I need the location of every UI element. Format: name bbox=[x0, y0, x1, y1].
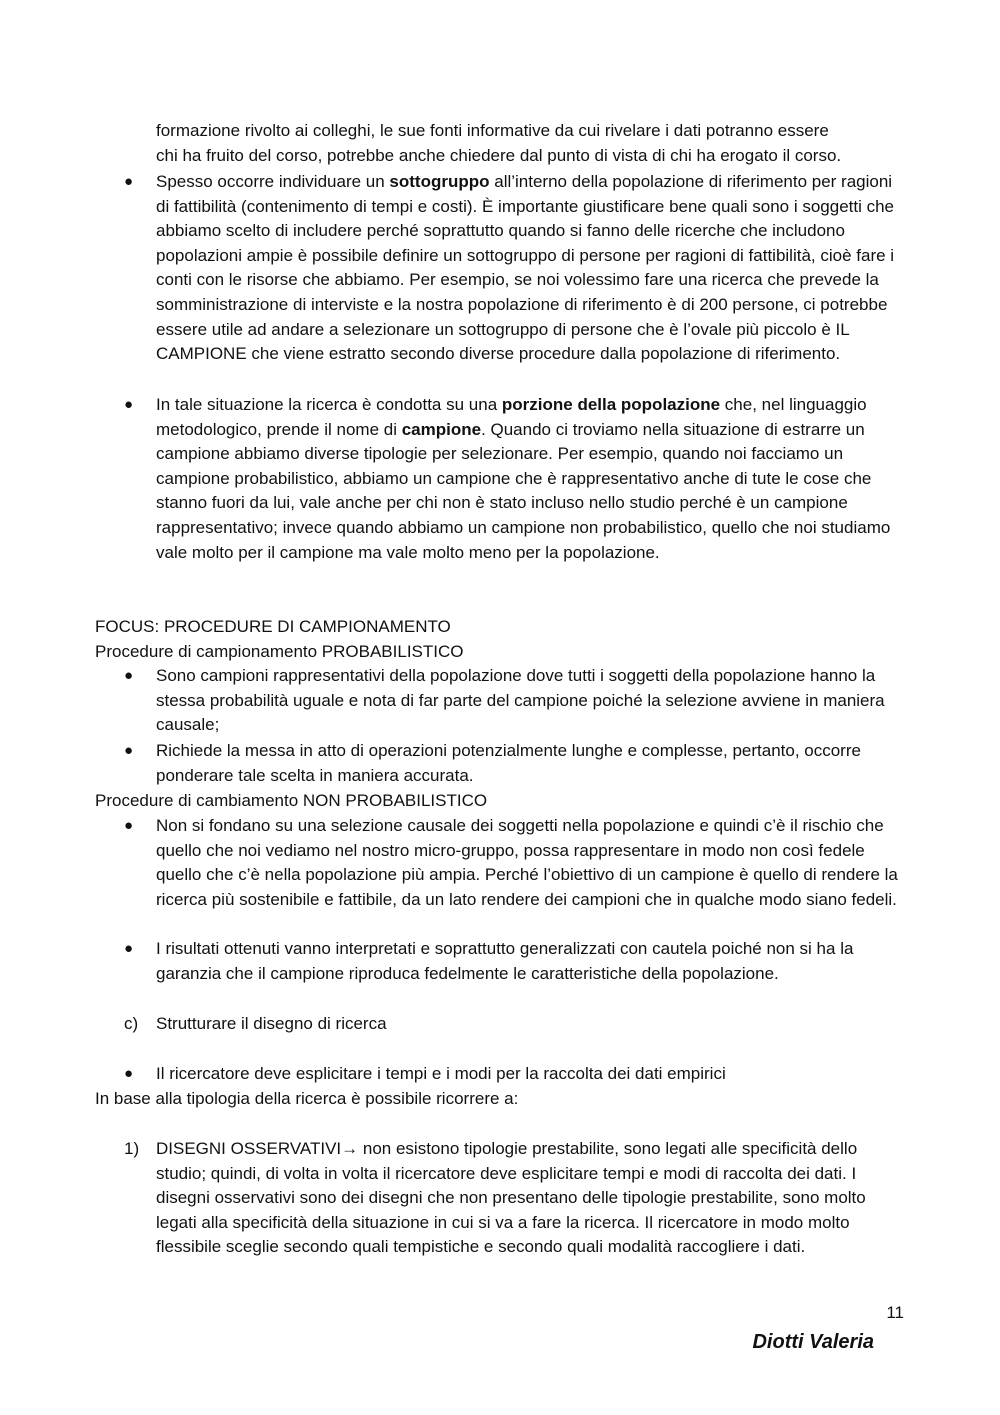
bullet-item-ricercatore: Il ricercatore deve esplicitare i tempi e i modi per la raccolta dei dati empirici bbox=[156, 1064, 726, 1083]
bullet-icon: ● bbox=[124, 940, 134, 957]
numbered-item-disegni-osservativi: DISEGNI OSSERVATIVI→ non esistono tipologie prestabilite, sono legati alle specificità dello studio; quindi, di volta in volta il ricercatore deve esplicitare tempi e modi di raccolta dei dati. I disegni osservativi sono dei disegni che non presentano delle tipologie prestabilite, sono molto legati alla specificità della situazione in cui si va a fare la ricerca. Il ricercatore in modo molto flessibile sceglie secondo quali tempistiche e secondo quali modalità raccogliere i dati. bbox=[156, 1139, 866, 1257]
list-label-1: 1) bbox=[124, 1139, 140, 1158]
base-paragraph: In base alla tipologia della ricerca è possibile ricorrere a: bbox=[95, 1089, 519, 1108]
paragraph-line: chi ha fruito del corso, potrebbe anche chiedere dal punto di vista di chi ha erogato il corso. bbox=[156, 145, 842, 165]
bullet-item-probabilistic-1: Sono campioni rappresentativi della popolazione dove tutti i soggetti della popolazione hanno la stessa probabilità uguale e nota di far parte del campione poiché la selezione avviene in maniera causale; bbox=[156, 666, 885, 735]
bullet-item-campione: In tale situazione la ricerca è condotta su una porzione della popolazione che, nel linguaggio metodologico, prende il nome di campione. Quando ci troviamo nella situazione di estrarre un campione abbiamo diverse tipologie per selezionare. Per esempio, quando noi facciamo un campione probabilistico, abbiamo un campione che è rappresentativo anche di tute le cose che stanno fuori da lui, vale anche per chi non è stato incluso nello studio perché è un campione rappresentativo; invece quando abbiamo un campione non probabilistico, quello che noi studiamo vale molto per il campione ma vale molto meno per la popolazione. bbox=[156, 395, 891, 562]
bullet-icon: ● bbox=[124, 667, 134, 684]
page-number: 11 bbox=[886, 1303, 904, 1322]
bullet-icon: ● bbox=[124, 742, 134, 759]
arrow-right-icon: → bbox=[341, 1139, 359, 1158]
non-probabilistic-heading: Procedure di cambiamento NON PROBABILISTICO bbox=[95, 791, 488, 810]
footer-author: Diotti Valeria bbox=[752, 1331, 874, 1353]
paragraph-line: formazione rivolto ai colleghi, le sue fonti informative da cui rivelare i dati potranno essere bbox=[156, 121, 829, 140]
bullet-icon: ● bbox=[124, 1065, 134, 1082]
bullet-item-non-probabilistic-2: I risultati ottenuti vanno interpretati e soprattutto generalizzati con cautela poiché non si ha la garanzia che il campione riproduca fedelmente le caratteristiche della popolazione. bbox=[156, 939, 854, 983]
bullet-item-probabilistic-2: Richiede la messa in atto di operazioni potenzialmente lunghe e complesse, pertanto, occorre ponderare tale scelta in maniera accurata. bbox=[156, 741, 861, 785]
bullet-icon: ● bbox=[124, 396, 134, 413]
bullet-item-non-probabilistic-1: Non si fondano su una selezione causale dei soggetti nella popolazione e quindi c’è il rischio che quello che noi vediamo nel nostro micro-gruppo, possa rappresentare in modo non così fedele quello che c’è nella popolazione più ampia. Perché l’obiettivo di un campione è quello di rendere la ricerca più sostenibile e fattibile, da un lato rendere dei campioni che in qualche modo siano fedeli. bbox=[156, 816, 898, 909]
bullet-icon: ● bbox=[124, 817, 134, 834]
focus-heading: FOCUS: PROCEDURE DI CAMPIONAMENTO bbox=[95, 617, 451, 636]
paragraph-continuation bbox=[156, 119, 908, 168]
list-label-c: c) bbox=[124, 1014, 139, 1033]
bullet-icon: ● bbox=[124, 173, 134, 190]
bullet-item-sottogruppo: Spesso occorre individuare un sottogruppo all’interno della popolazione di riferimento per ragioni di fattibilità (contenimento di tempi e costi). È importante giustificare bene quali sono i soggetti che abbiamo scelto di includere perché soprattutto quando si fanno delle ricerche che includono popolazioni ampie è possibile definire un sottogruppo di persone per ragioni di fattibilità, cioè fare i conti con le risorse che abbiamo. Per esempio, se noi volessimo fare una ricerca che prevede la somministrazione di interviste e la nostra popolazione di riferimento è di 200 persone, ci potrebbe essere utile ad andare a selezionare un sottogruppo di persone che è l’ovale più piccolo è IL CAMPIONE che viene estratto secondo diverse procedure dalla popolazione di riferimento. bbox=[156, 172, 895, 364]
section-c-title: Strutturare il disegno di ricerca bbox=[156, 1014, 387, 1033]
probabilistic-heading: Procedure di campionamento PROBABILISTICO bbox=[95, 642, 464, 661]
